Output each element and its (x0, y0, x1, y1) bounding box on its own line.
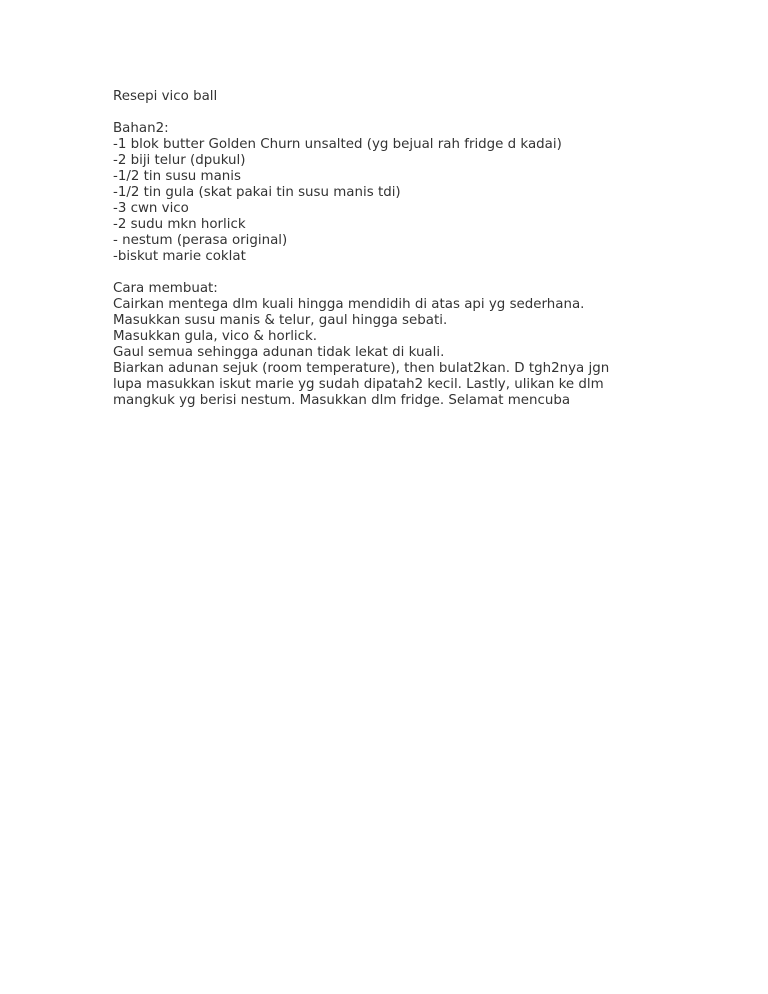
method-line: mangkuk yg berisi nestum. Masukkan dlm fridge. Selamat mencuba (113, 393, 571, 408)
method-line: Masukkan susu manis & telur, gaul hingga sebati. (113, 313, 448, 328)
method-line: Masukkan gula, vico & horlick. (113, 329, 318, 344)
ingredient-line: -2 biji telur (dpukul) (113, 153, 246, 168)
ingredient-line: -2 sudu mkn horlick (113, 217, 246, 232)
method-heading: Cara membuat: (113, 281, 218, 296)
recipe-text (113, 89, 673, 409)
blank-line (113, 265, 673, 281)
method-line: Biarkan adunan sejuk (room temperature), then bulat2kan. D tgh2nya jgn (113, 361, 610, 376)
blank-line (113, 105, 673, 121)
ingredient-line: -1 blok butter Golden Churn unsalted (yg bejual rah fridge d kadai) (113, 137, 562, 152)
method-line: Gaul semua sehingga adunan tidak lekat di kuali. (113, 345, 445, 360)
method-line: Cairkan mentega dlm kuali hingga mendidih di atas api yg sederhana. (113, 297, 585, 312)
method-line: lupa masukkan iskut marie yg sudah dipatah2 kecil. Lastly, ulikan ke dlm (113, 377, 604, 392)
ingredient-line: -3 cwn vico (113, 201, 189, 216)
recipe-title: Resepi vico ball (113, 89, 218, 104)
ingredient-line: -1/2 tin susu manis (113, 169, 241, 184)
ingredients-heading: Bahan2: (113, 121, 169, 136)
ingredient-line: - nestum (perasa original) (113, 233, 288, 248)
ingredient-line: -1/2 tin gula (skat pakai tin susu manis tdi) (113, 185, 401, 200)
ingredient-line: -biskut marie coklat (113, 249, 246, 264)
